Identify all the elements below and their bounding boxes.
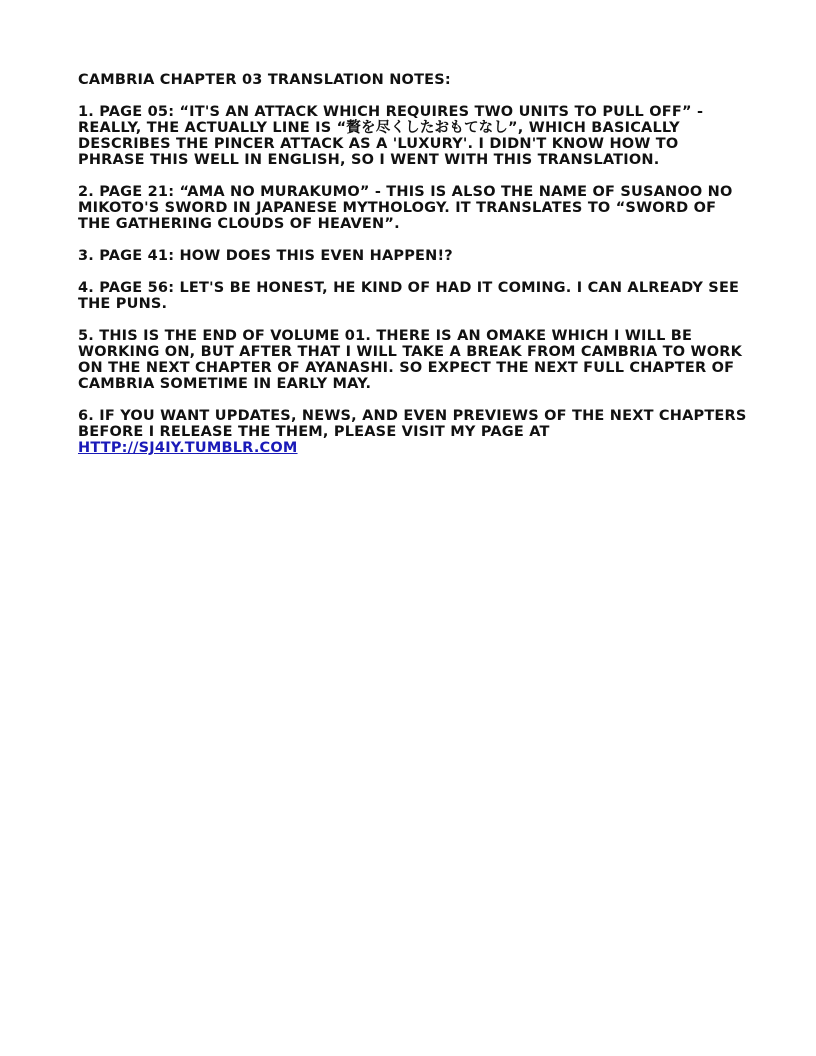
tumblr-link[interactable]: HTTP://SJ4IY.TUMBLR.COM xyxy=(78,440,298,456)
note-number: 6. xyxy=(78,408,94,424)
note-number: 3. xyxy=(78,248,94,264)
note-text: PAGE 21: “AMA NO MURAKUMO” - THIS IS ALSO THE NAME OF SUSANOO NO MIKOTO'S SWORD IN JAPANESE MYTHOLOGY. IT TRANSLATES TO “SWORD OF THE GATHERING CLOUDS OF HEAVEN”. xyxy=(78,184,733,232)
note-2 xyxy=(78,184,748,232)
note-text: THIS IS THE END OF VOLUME 01. THERE IS AN OMAKE WHICH I WILL BE WORKING ON, BUT AFTER THAT I WILL TAKE A BREAK FROM CAMBRIA TO WORK ON THE NEXT CHAPTER OF AYANASHI. SO EXPECT THE NEXT FULL CHAPTER OF CAMBRIA SOMETIME IN EARLY MAY. xyxy=(78,328,743,392)
note-text: PAGE 05: “IT'S AN ATTACK WHICH REQUIRES TWO UNITS TO PULL OFF” - REALLY, THE ACTUALLY LINE IS “贅を尽くしたおもてなし”, WHICH BASICALLY DESCRIBES THE PINCER ATTACK AS A 'LUXURY'. I DIDN'T KNOW HOW TO PHRASE THIS WELL IN ENGLISH, SO I WENT WITH THIS TRANSLATION. xyxy=(78,104,704,168)
note-text: PAGE 56: LET'S BE HONEST, HE KIND OF HAD IT COMING. I CAN ALREADY SEE THE PUNS. xyxy=(78,280,740,312)
note-1 xyxy=(78,104,748,168)
note-number: 1. xyxy=(78,104,94,120)
note-number: 5. xyxy=(78,328,94,344)
note-number: 4. xyxy=(78,280,94,296)
note-number: 2. xyxy=(78,184,94,200)
document-title: CAMBRIA CHAPTER 03 TRANSLATION NOTES: xyxy=(78,72,451,88)
note-text: IF YOU WANT UPDATES, NEWS, AND EVEN PREVIEWS OF THE NEXT CHAPTERS BEFORE I RELEASE THE THEM, PLEASE VISIT MY PAGE AT xyxy=(78,408,747,440)
note-4 xyxy=(78,280,748,312)
document-body xyxy=(78,72,748,472)
note-text: PAGE 41: HOW DOES THIS EVEN HAPPEN!? xyxy=(99,248,453,264)
note-6 xyxy=(78,408,748,456)
note-3 xyxy=(78,248,748,264)
note-5 xyxy=(78,328,748,392)
